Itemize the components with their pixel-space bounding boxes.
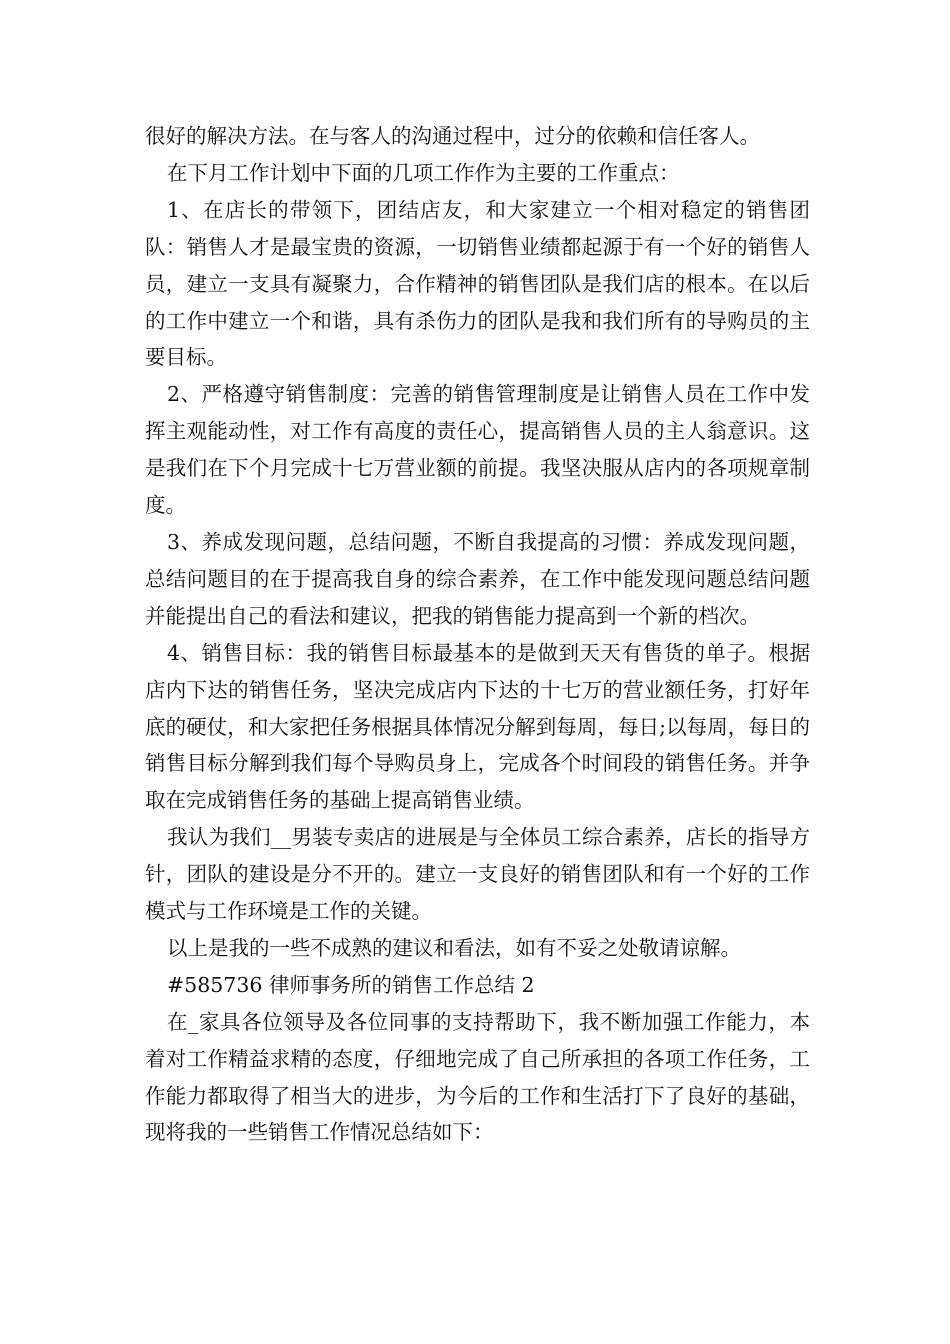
document-body (145, 118, 810, 1151)
paragraph-section-intro: 在_家具各位领导及各位同事的支持帮助下，我不断加强工作能力，本着对工作精益求精的态度，仔细地完成了自己所承担的各项工作任务，工作能力都取得了相当大的进步，为今后的工作和生活打下了良好的基础，现将我的一些销售工作情况总结如下： (145, 1009, 810, 1145)
paragraph-item-2: 2、严格遵守销售制度：完善的销售管理制度是让销售人员在工作中发挥主观能动性，对工作有高度的责任心，提高销售人员的主人翁意识。这是我们在下个月完成十七万营业额的前提。我坚决服从店内的各项规章制度。 (145, 382, 810, 518)
paragraph-plan-intro: 在下月工作计划中下面的几项工作作为主要的工作重点： (167, 160, 680, 185)
paragraph-opinion: 我认为我们__男装专卖店的进展是与全体员工综合素养，店长的指导方针，团队的建设是分不开的。建立一支良好的销售团队和有一个好的工作模式与工作环境是工作的关键。 (145, 825, 810, 924)
section-heading: #585736 律师事务所的销售工作总结 2 (167, 972, 535, 997)
paragraph-continuation: 很好的解决方法。在与客人的沟通过程中，过分的依赖和信任客人。 (145, 124, 760, 148)
paragraph-item-3: 3、养成发现问题，总结问题，不断自我提高的习惯：养成发现问题，总结问题目的在于提高我自身的综合素养，在工作中能发现问题总结问题并能提出自己的看法和建议，把我的销售能力提高到一个新的档次。 (145, 529, 810, 628)
paragraph-item-4: 4、销售目标：我的销售目标最基本的是做到天天有售货的单子。根据店内下达的销售任务，坚决完成店内下达的十七万的营业额任务，打好年底的硬仗，和大家把任务根据具体情况分解到每周，每日;以每周，每日的销售目标分解到我们每个导购员身上，完成各个时间段的销售任务。并争取在完成销售任务的基础上提高销售业绩。 (145, 640, 810, 813)
paragraph-item-1: 1、在店长的带领下，团结店友，和大家建立一个相对稳定的销售团队：销售人才是最宝贵的资源，一切销售业绩都起源于有一个好的销售人员，建立一支具有凝聚力，合作精神的销售团队是我们店的根本。在以后的工作中建立一个和谐，具有杀伤力的团队是我和我们所有的导购员的主要目标。 (145, 197, 810, 370)
paragraph-closing-remark: 以上是我的一些不成熟的建议和看法，如有不妥之处敬请谅解。 (167, 935, 741, 960)
